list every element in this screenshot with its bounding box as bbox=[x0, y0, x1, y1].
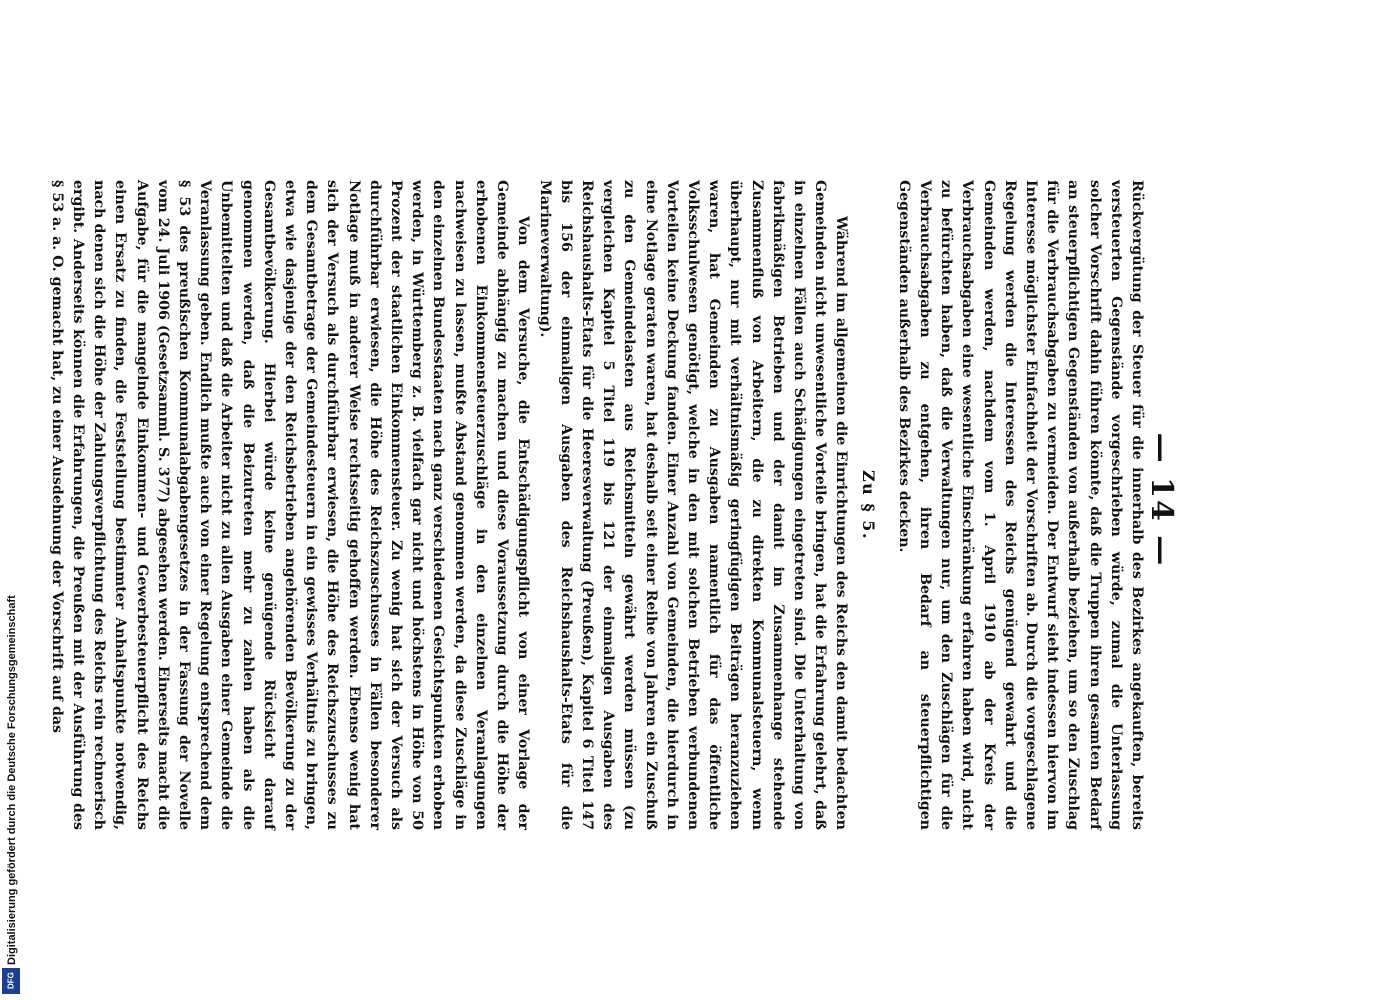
paragraph-3: Von dem Versuche, die Entschädigungspflicht von einer Vorlage der Gemeinde abhängig zu machen und diese Voraussetzung durch die Höhe der erhobenen Einkommensteuerzuschläge in den einzelnen Veranlagungen nachweisen zu lassen, mußte Abstand genommen werden, da diese Zuschläge in den einzelnen Bundesstaaten nach ganz verschiedenen Gesichtspunkten erhoben werden, in Württemberg z. B. vielfach gar nicht und höchstens in Höhe von 50 Prozent der staatlichen Einkommensteuer. Zu wenig hat sich der Versuch als durchführbar erwiesen, die Höhe des Reichszuschusses in Fällen besonderer Notlage muß in anderer Weise rechtsseitig gehoffen werden. Ebenso wenig hat sich der Versuch als durchführbar erwiesen, die Höhe des Reichszuschusses zu dem Gesamtbetrage der Gemeindesteuern in ein gewisses Verhältnis zu bringen, etwa wie dasjenige der den Reichsbetrieben angehörenden Bevölkerung zu der Gesamtbevölkerung. Hierbei würde keine genügende Rücksicht darauf genommen werden, daß die Beizutreten mehr zu zahlen haben als die Unbemittelten und daß die Arbeiter nicht zu allen Ausgaben einer Gemeinde die Veranlassung geben. Endlich mußte auch von einer Regelung entsprechend dem § 53 des preußischen Kommunalabgabengesetzes in der Fassung der Novelle vom 24. Juli 1906 (Gesetzsamml. S. 377) abgesehen werden. Einerseits macht die Aufgabe, für die mangelnde Einkommen- und Gewerbesteuerpflicht des Reichs einen Ersatz zu finden, die Feststellung bestimmter Anhaltspunkte notwendig, nach denen sich die Höhe der Zahlungsverpflichtung des Reichs rein rechnerisch ergibt. Anderseits können die Erfahrungen, die Preußen mit der Ausführung des § 53 a. a. O. gemacht hat, zu einer Ausdehnung der Vorschrift auf das bbox=[48, 180, 532, 830]
paragraph-1: Rückvergütung der Steuer für die innerhalb des Bezirkes angekauften, bereits versteuerten Gegenstände vorgeschrieben würde, zumal die Unterlassung solcher Vorschrift dahin führen könnte, daß die Truppen ihren gesamten Bedarf an steuerpflichtigen Gegenständen von außerhalb beziehen, um so den Zuschlag für die Verbrauchsabgaben zu vermeiden. Der Entwurf sieht indessen hiervon im Interesse möglichster Einfachheit der Vorschriften ab. Durch die vorgeschlagene Regelung werden die Interessen des Reichs genügend gewahrt und die Gemeinden werden, nachdem vom 1. April 1910 ab der Kreis der Verbrauchsabgaben eine wesentliche Einschränkung erfahren haben wird, nicht zu befürchten haben, daß die Verwaltungen nur, um den Zuschlägen für die Verbrauchsabgaben zu entgehen, ihren Bedarf an steuerpflichtigen Gegenständen außerhalb des Bezirkes decken. bbox=[895, 180, 1145, 830]
rotated-page-content bbox=[48, 0, 1225, 1000]
page-number: — 14 — bbox=[1144, 432, 1179, 568]
digitization-credit bbox=[0, 0, 24, 1000]
paragraph-2: Während im allgemeinen die Einrichtungen des Reichs den damit bedachten Gemeinden nicht unwesentliche Vorteile bringen, hat die Erfahrung gelehrt, daß in einzelnen Fällen auch Schädigungen eingetreten sind. Die Unterhaltung von fabrikmäßigen Betrieben und der damit im Zusammenhange stehende Zusammenfluß von Arbeitern, die zu direkten Kommunalsteuern, wenn überhaupt, nur mit verhältnismäßig geringfügigen Beiträgen heranzuziehen waren, hat Gemeinden zu Ausgaben namentlich für das öffentliche Volksschulwesen genötigt, welche in den mit solchen Betrieben verbundenen Vorteilen keine Deckung fanden. Einer Anzahl von Gemeinden, die hierdurch in eine Notlage geraten waren, hat deshalb seit einer Reihe von Jahren ein Zuschuß zu den Gemeindelasten aus Reichsmitteln gewährt werden müssen (zu vergleichen Kapitel 5 Titel 119 bis 121 der einmaligen Ausgaben des Reichshaushalts-Etats für die Heeresverwaltung (Preußen), Kapitel 6 Titel 147 bis 156 der einmaligen Ausgaben des Reichshaushalts-Etats für die Marineverwaltung). bbox=[536, 180, 850, 830]
credit-text: Digitalisierung gefördert durch die Deutsche Forschungsgemeinschaft bbox=[6, 595, 18, 965]
body-text bbox=[46, 180, 1147, 830]
dfg-logo: DFG bbox=[2, 968, 20, 994]
section-heading: Zu § 5. bbox=[858, 469, 878, 541]
